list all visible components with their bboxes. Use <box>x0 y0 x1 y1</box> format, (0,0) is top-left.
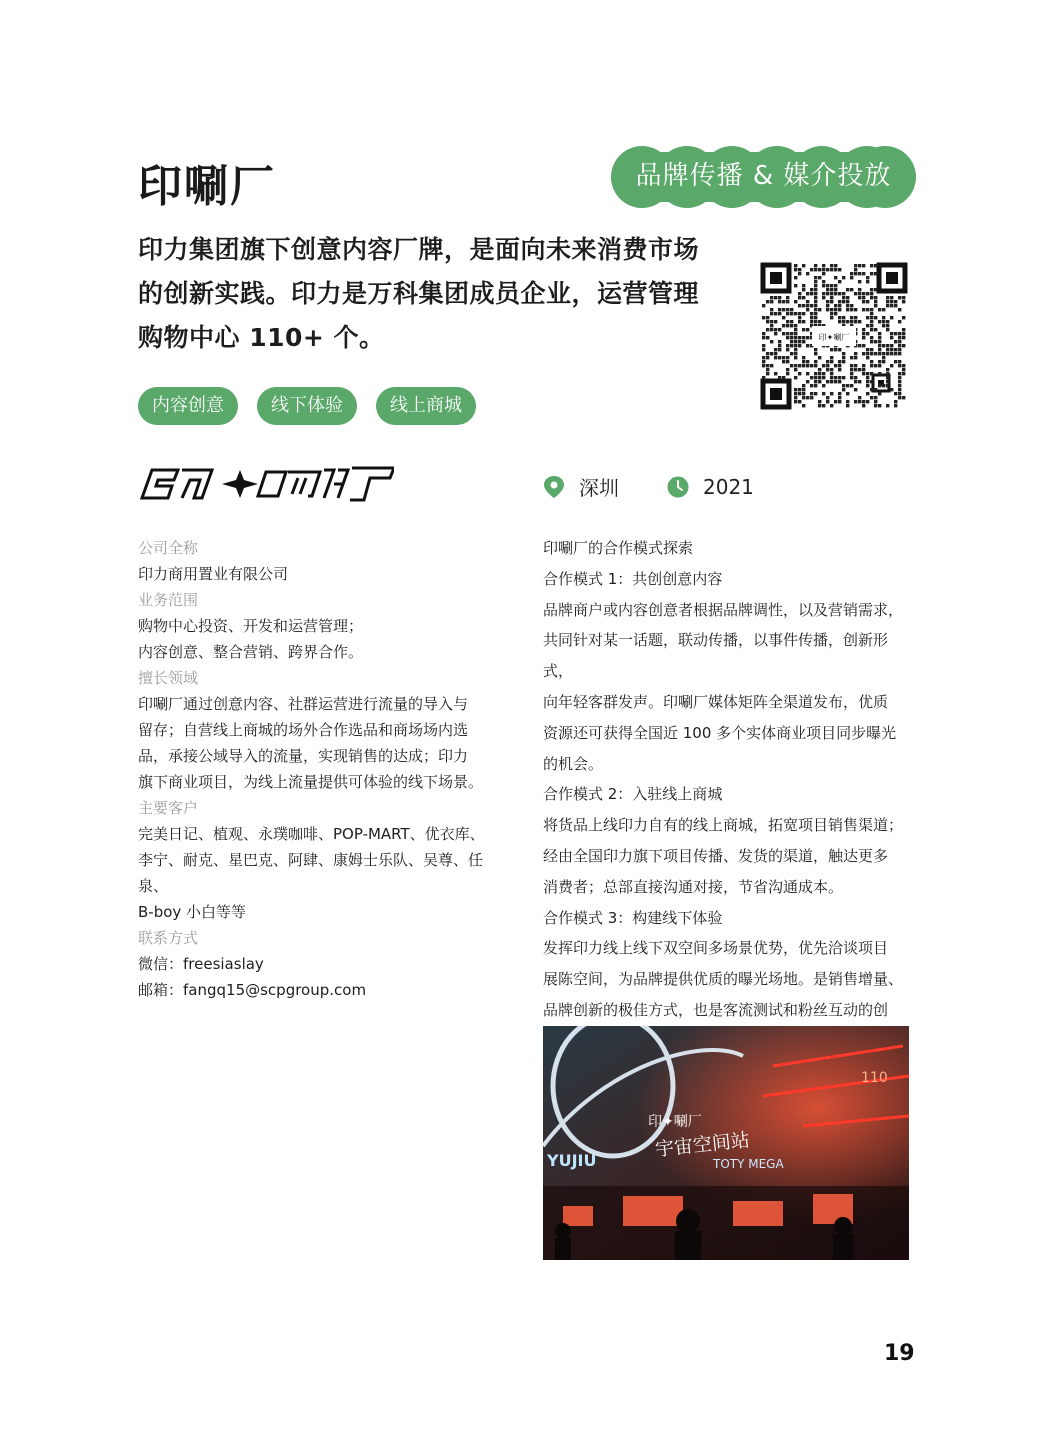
mode1-line: 资源还可获得全国近 100 多个实体商业项目同步曝光 <box>543 723 897 742</box>
cooperation-section <box>543 533 913 1057</box>
expertise-line: 品，承接公域导入的流量，实现销售的达成；印力 <box>138 747 469 765</box>
tag-online-mall: 线上商城 <box>376 387 476 425</box>
tag-offline-experience: 线下体验 <box>257 387 357 425</box>
meta-row <box>543 472 754 501</box>
email-contact: 邮箱：fangq15@scpgroup.com <box>138 981 367 999</box>
venue-photo <box>543 1026 909 1260</box>
page-number: 19 <box>884 1341 915 1366</box>
contact-label: 联系方式 <box>138 929 199 947</box>
wechat-contact: 微信：freesiaslay <box>138 955 264 973</box>
mode1-line: 的机会。 <box>543 754 604 773</box>
clients-line: B-boy 小白等等 <box>138 903 247 921</box>
photo-sign-right: 110 <box>861 1070 888 1086</box>
clients-line: 李宁、耐克、星巴克、阿肆、康姆士乐队、吴尊、任泉、 <box>138 851 484 895</box>
cooperation-heading: 印唰厂的合作模式探索 <box>543 539 694 557</box>
clients-label: 主要客户 <box>138 799 199 817</box>
mode1-line: 品牌商户或内容创意者根据品牌调性，以及营销需求， <box>543 600 904 619</box>
intro-line: 购物中心 110+ 个。 <box>138 323 385 352</box>
qr-code <box>760 262 908 410</box>
mode3-title: 合作模式 3：构建线下体验 <box>543 908 723 927</box>
mode2-title: 合作模式 2：入驻线上商城 <box>543 785 723 804</box>
page-title: 印唰厂 <box>138 161 276 212</box>
mode1-line: 共同针对某一话题，联动传播，以事件传播，创新形式， <box>543 631 889 681</box>
mode3-line: 品牌创新的极佳方式，也是客流测试和粉丝互动的创 <box>543 1000 889 1019</box>
full-name-label: 公司全称 <box>138 539 199 557</box>
location-pin-icon <box>543 475 565 499</box>
location-text: 深圳 <box>579 476 619 500</box>
category-label: 品牌传播 & 媒介投放 <box>635 161 892 191</box>
year-text: 2021 <box>703 474 754 499</box>
scope-label: 业务范围 <box>138 591 199 609</box>
intro-line: 印力集团旗下创意内容厂牌，是面向未来消费市场 <box>138 235 700 264</box>
tag-list <box>138 387 476 425</box>
photo-sign-brand: 印✦唰厂 <box>648 1114 702 1130</box>
mode3-line: 展陈空间，为品牌提供优质的曝光场地。是销售增量、 <box>543 970 904 989</box>
mode1-line: 向年轻客群发声。印唰厂媒体矩阵全渠道发布，优质 <box>543 692 889 711</box>
mode2-line: 经由全国印力旗下项目传播、发货的渠道，触达更多 <box>543 846 889 865</box>
brand-logo <box>138 464 394 504</box>
clients-line: 完美日记、植观、永璞咖啡、POP-MART、优衣库、 <box>138 825 485 843</box>
mode1-title: 合作模式 1：共创创意内容 <box>543 569 723 588</box>
intro-paragraph <box>138 228 738 360</box>
qr-center-logo: 印✦唰厂 <box>818 333 850 342</box>
expertise-line: 留存；自营线上商城的场外合作选品和商场场内选 <box>138 721 469 739</box>
mode2-line: 将货品上线印力自有的线上商城，拓宽项目销售渠道； <box>543 816 904 835</box>
full-name-value: 印力商用置业有限公司 <box>138 565 289 583</box>
intro-line: 的创新实践。印力是万科集团成员企业，运营管理 <box>138 279 700 308</box>
clock-icon <box>667 475 689 499</box>
photo-sign-left: YUJIU <box>547 1151 597 1170</box>
category-badge <box>611 146 916 208</box>
company-info <box>138 535 498 1003</box>
photo-sign-title: 宇宙空间站 <box>654 1129 751 1161</box>
tag-content-creative: 内容创意 <box>138 387 238 425</box>
scope-line: 购物中心投资、开发和运营管理； <box>138 617 364 635</box>
photo-sign-mid: TOTY MEGA <box>713 1157 784 1171</box>
mode2-line: 消费者；总部直接沟通对接，节省沟通成本。 <box>543 877 844 896</box>
mode3-line: 发挥印力线上线下双空间多场景优势，优先洽谈项目 <box>543 939 889 958</box>
scope-line: 内容创意、整合营销、跨界合作。 <box>138 643 364 661</box>
expertise-line: 旗下商业项目，为线上流量提供可体验的线下场景。 <box>138 773 484 791</box>
expertise-label: 擅长领域 <box>138 669 199 687</box>
expertise-line: 印唰厂通过创意内容、社群运营进行流量的导入与 <box>138 695 469 713</box>
